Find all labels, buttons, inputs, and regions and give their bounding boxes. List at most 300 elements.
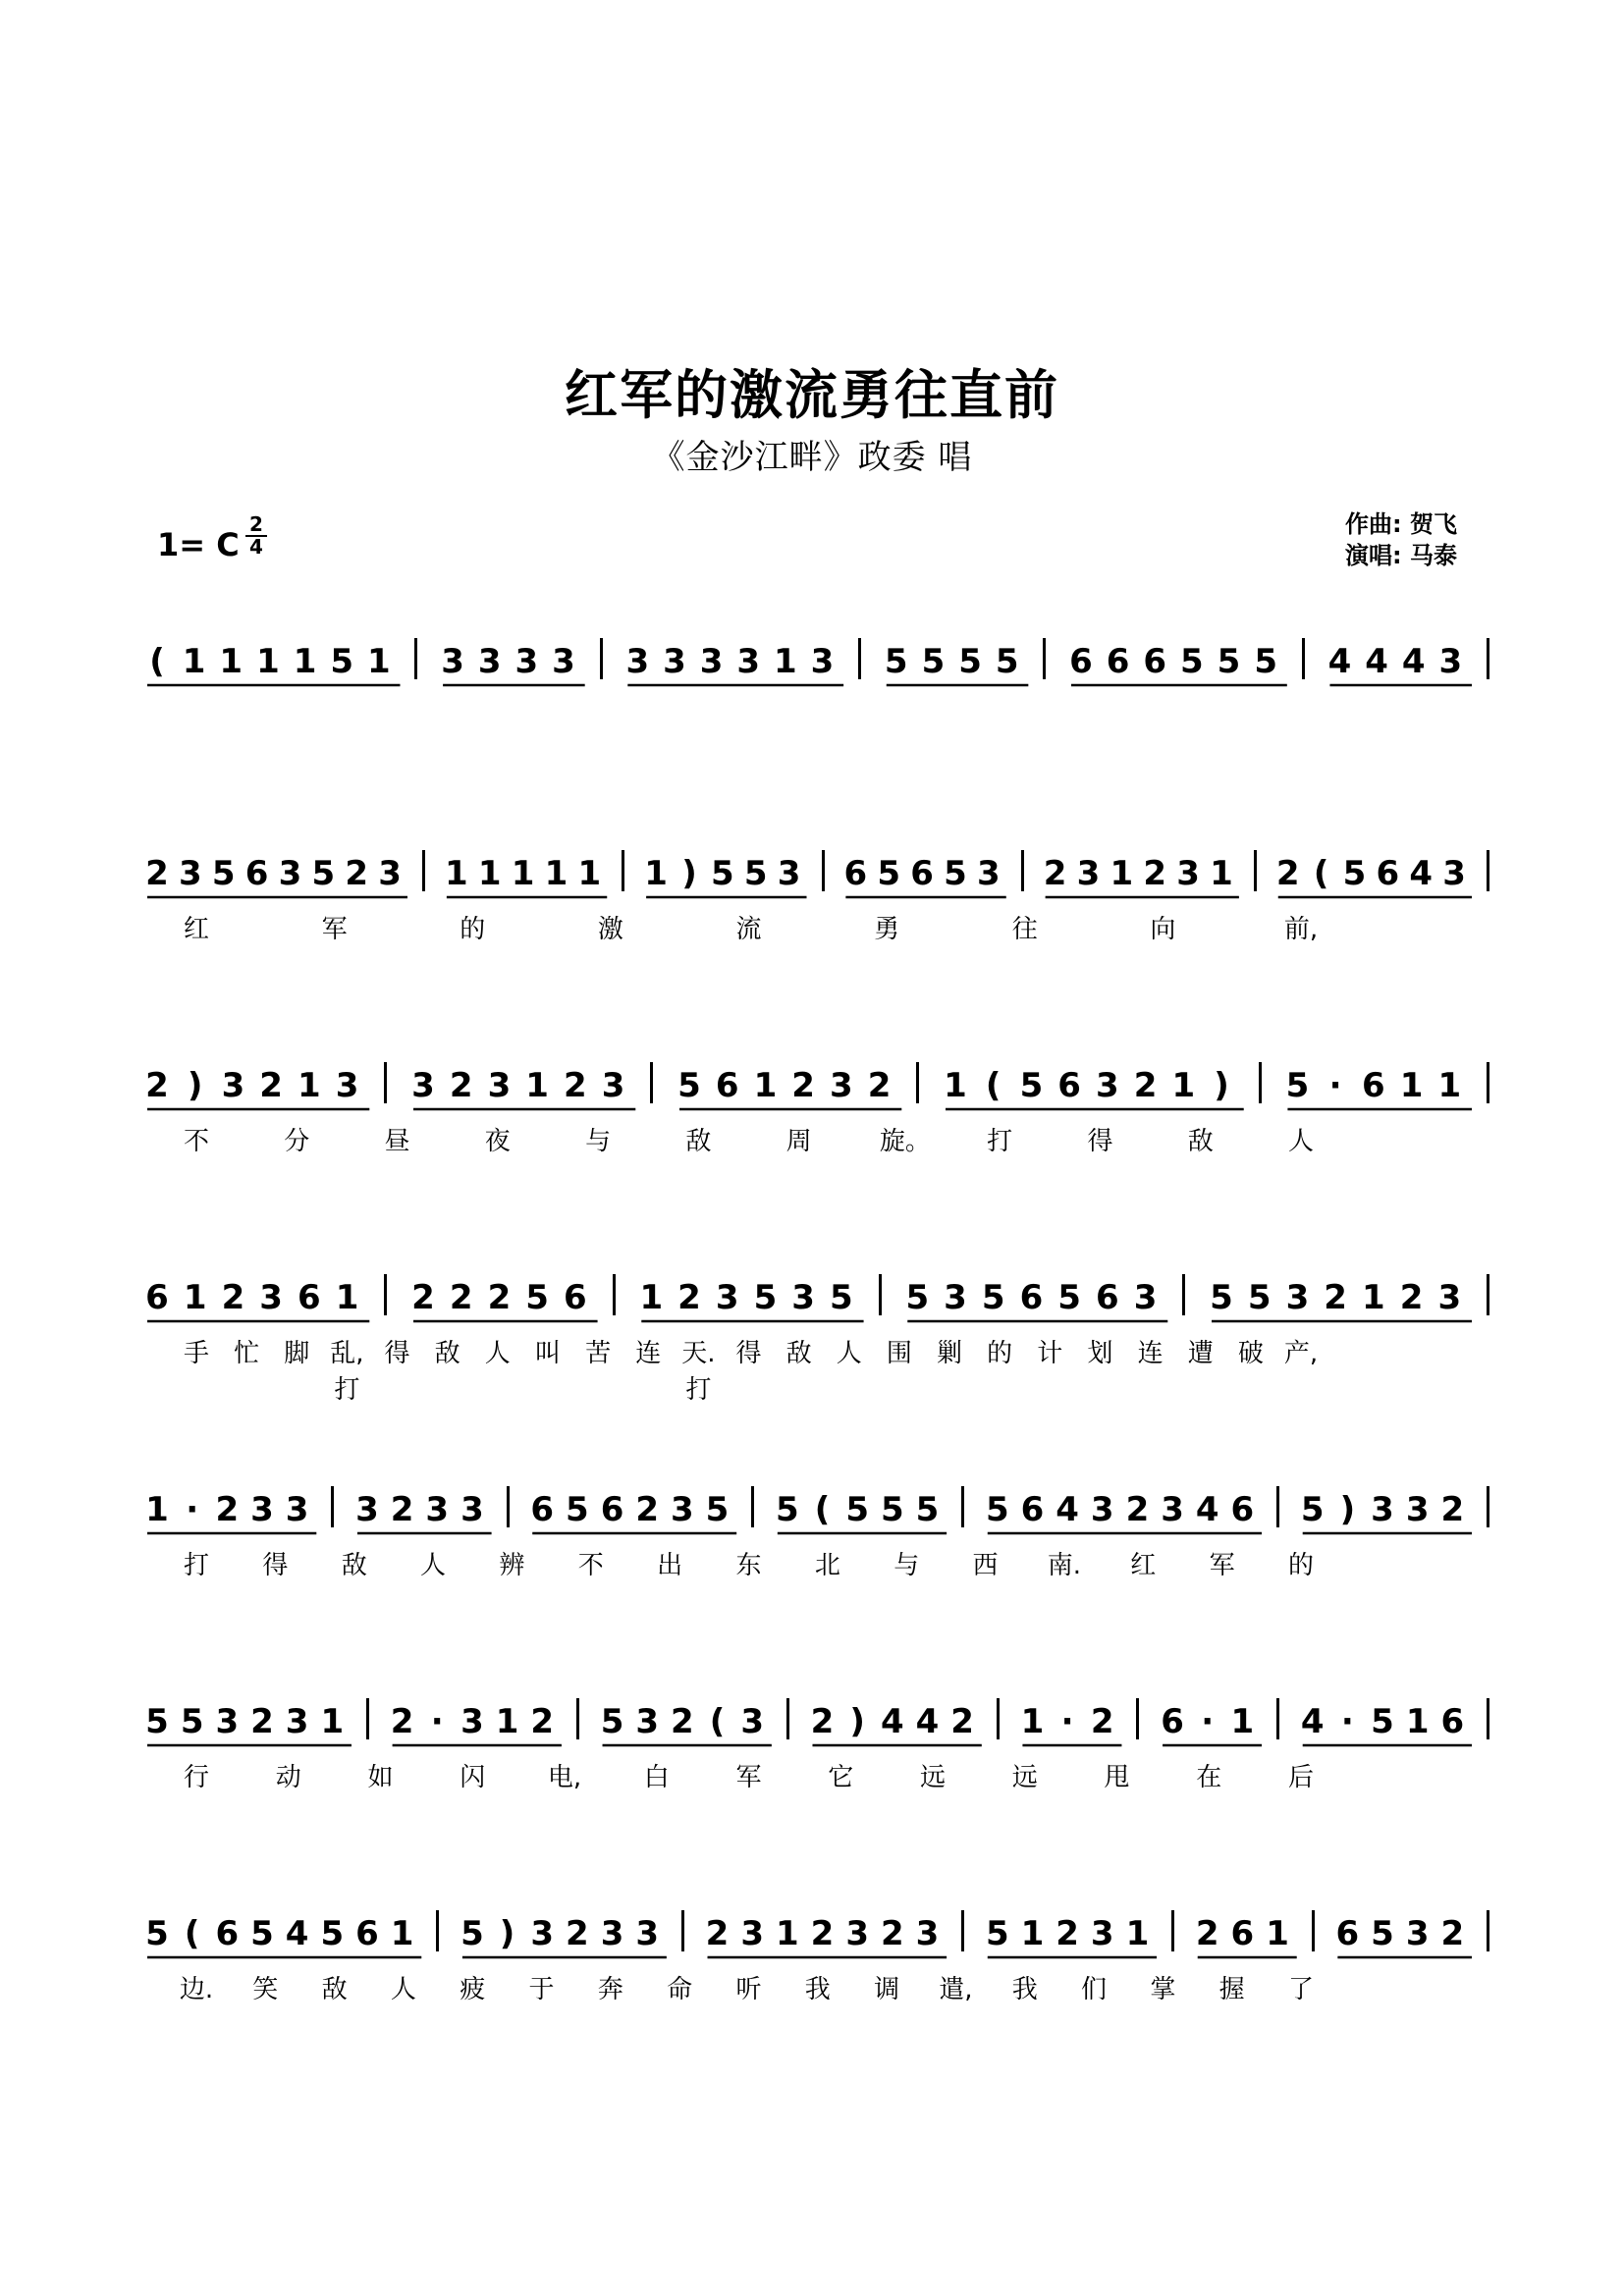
score-note: 1 [335, 1278, 359, 1317]
score-note: 2 [1440, 1914, 1465, 1953]
score-note: 3 [1161, 1490, 1184, 1529]
score-note: 3 [259, 1278, 283, 1317]
lyric-word: 敌 [1187, 1127, 1214, 1156]
lyric-word: 前, [1283, 915, 1319, 944]
lyric-word: 勇 [874, 915, 900, 944]
barline [1021, 850, 1024, 891]
score-note: 5 [1371, 1914, 1394, 1953]
barline [1487, 1698, 1489, 1739]
barline [916, 1062, 919, 1103]
lyric-word: 远 [1011, 1763, 1038, 1792]
score-note: 3 [740, 1702, 764, 1741]
score-note: 5 [944, 854, 967, 893]
lyric-word: 不 [577, 1551, 604, 1580]
score-note: 2 [950, 1702, 974, 1741]
lyric-word: 南. [1047, 1551, 1082, 1580]
score-note: 6 [1362, 1066, 1385, 1105]
score-note: 3 [1437, 1278, 1462, 1317]
lyric-word: 军 [1209, 1551, 1235, 1580]
lyric-word: 周 [785, 1127, 812, 1156]
score-note: 1 [320, 1702, 345, 1741]
score-note: 2 [530, 1702, 555, 1741]
lyric-word: 的 [460, 915, 486, 944]
score-note: 4 [1300, 1702, 1325, 1741]
score-note: 3 [1405, 1490, 1430, 1529]
lyric-word: 红 [1130, 1551, 1157, 1580]
score-note: 5 [958, 642, 982, 681]
lyric-word: 电, [547, 1763, 582, 1792]
score-note: 6 [1230, 1914, 1255, 1953]
lyric-word: 划 [1087, 1339, 1113, 1368]
score-note: 1 [1437, 1066, 1462, 1105]
lyric-word: 连 [1137, 1339, 1164, 1368]
score-note: 2 [1043, 854, 1067, 893]
score-note: 3 [1176, 854, 1200, 893]
score-note: 3 [460, 1702, 484, 1741]
score-note: 3 [378, 854, 402, 893]
lyric-word: 军 [735, 1763, 762, 1792]
lyric-word: 夜 [484, 1127, 511, 1156]
score-note: 2 [671, 1702, 694, 1741]
barline [1487, 1486, 1489, 1527]
score-note: 3 [250, 1490, 274, 1529]
score-note: 1 [577, 854, 602, 893]
score-note: 2 [411, 1278, 435, 1317]
score-note: 4 [285, 1914, 309, 1953]
barline [576, 1698, 579, 1739]
lyric-word: 计 [1037, 1339, 1063, 1368]
score-note: 6 [1335, 1914, 1360, 1953]
score-note: 1 [1362, 1278, 1385, 1317]
score-note: 5 [905, 1278, 930, 1317]
score-note: 3 [335, 1066, 359, 1105]
score-note: 1 [1405, 1702, 1430, 1741]
score-note: 5 [1300, 1490, 1325, 1529]
lyric-word: 红 [183, 915, 209, 944]
score-note: 1 [525, 1066, 549, 1105]
score-note: 2 [880, 1914, 904, 1953]
score-note: ) [499, 1914, 515, 1953]
score-note: 1 [1266, 1914, 1289, 1953]
barline [1302, 638, 1305, 679]
score-note: 4 [1401, 642, 1426, 681]
score-note: 3 [699, 642, 724, 681]
score-note: 5 [320, 1914, 345, 1953]
score-note: 2 [1133, 1066, 1158, 1105]
score-note: 2 [810, 1702, 835, 1741]
score-note: ) [1214, 1066, 1229, 1105]
score-note: ( [814, 1490, 831, 1529]
lyric-word: 与 [585, 1127, 612, 1156]
score-note: 5 [880, 1490, 904, 1529]
lyric-word: 我 [804, 1975, 831, 2004]
lyric-word: 敌 [434, 1339, 460, 1368]
score-note: 1 [639, 1278, 664, 1317]
score-note: ( [1313, 854, 1329, 893]
lyric-word: 军 [321, 915, 348, 944]
barline [1487, 1274, 1489, 1315]
score-note: 2 [345, 854, 369, 893]
lyric-word: 后 [1287, 1763, 1314, 1792]
lyric-word: 打 [183, 1551, 209, 1580]
score-note: 3 [944, 1278, 967, 1317]
score-note: ( [985, 1066, 1001, 1105]
score-note: 1 [544, 854, 568, 893]
score-note: 3 [791, 1278, 815, 1317]
barline [997, 1698, 1000, 1739]
lyric-word: 苦 [585, 1339, 612, 1368]
score-note: 5 [145, 1702, 169, 1741]
barline [600, 638, 603, 679]
page-title: 红军的激流勇往直前 [565, 364, 1059, 426]
score-note: 5 [985, 1490, 1009, 1529]
score-note: 2 [145, 1066, 169, 1105]
score-note: 5 [1057, 1278, 1081, 1317]
lyric-word: 得 [262, 1551, 289, 1580]
score-note: 3 [663, 642, 686, 681]
score-note: 6 [564, 1278, 587, 1317]
score-note: 6 [355, 1914, 379, 1953]
score-note: 3 [1090, 1914, 1114, 1953]
score-note: 2 [705, 1914, 730, 1953]
barline [422, 850, 425, 891]
lyric-word: 叫 [534, 1339, 561, 1368]
score-note: 2 [1399, 1278, 1424, 1317]
barline [436, 1910, 439, 1951]
lyric-word: 于 [528, 1975, 555, 2004]
score-note: 3 [411, 1066, 435, 1105]
barline [1487, 1910, 1489, 1951]
lyric-word: 产, [1283, 1339, 1319, 1368]
score-note: 6 [600, 1490, 624, 1529]
score-note: 5 [877, 854, 901, 893]
lyric-word: 忙 [234, 1339, 260, 1368]
score-note: 6 [530, 1490, 555, 1529]
barline [622, 850, 624, 891]
barline [961, 1910, 964, 1951]
score-note: 1 [1210, 854, 1233, 893]
score-note: 2 [1195, 1914, 1219, 1953]
lyric-word: 脚 [284, 1339, 310, 1368]
lyric-word: 远 [919, 1763, 946, 1792]
score-note: 6 [1440, 1702, 1465, 1741]
score-note: 3 [477, 642, 502, 681]
lyric-word: 流 [735, 915, 762, 944]
score-note: 3 [736, 642, 761, 681]
score-note: 5 [250, 1914, 274, 1953]
score-note: 2 [566, 1914, 589, 1953]
score-note: ( [709, 1702, 726, 1741]
lyric-word: 与 [893, 1551, 920, 1580]
lyric-word: 得 [735, 1339, 762, 1368]
score-note: 3 [600, 1914, 624, 1953]
score-note: 3 [1371, 1490, 1394, 1529]
score-note: 1 [145, 1490, 169, 1529]
score-note: · [1328, 1066, 1342, 1105]
lyric-word: 白 [643, 1763, 670, 1792]
score-note: 5 [743, 854, 768, 893]
score-note: 3 [221, 1066, 245, 1105]
lyric-word: 它 [828, 1763, 854, 1792]
lyric-word: 辨 [499, 1551, 525, 1580]
score-note: 1 [293, 642, 317, 681]
barline [650, 1062, 653, 1103]
lyric-word: 不 [183, 1127, 209, 1156]
score-note: 3 [601, 1066, 625, 1105]
score-note: 5 [525, 1278, 549, 1317]
score-note: 5 [915, 1490, 940, 1529]
score-note: 1 [1399, 1066, 1424, 1105]
score-note: 5 [753, 1278, 778, 1317]
score-note: 6 [1230, 1490, 1255, 1529]
score-note: 2 [221, 1278, 245, 1317]
score-note: 6 [215, 1914, 240, 1953]
barline [1487, 850, 1489, 891]
barline [1136, 1698, 1139, 1739]
lyric-word: 调 [874, 1975, 900, 2004]
score-note: 3 [460, 1490, 484, 1529]
barline [1259, 1062, 1262, 1103]
score-note: 5 [145, 1914, 169, 1953]
barline [507, 1486, 510, 1527]
score-note: 1 [1230, 1702, 1255, 1741]
barline [786, 1698, 789, 1739]
lyric-word: 昼 [384, 1127, 410, 1156]
score-note: 5 [981, 1278, 1005, 1317]
singer-credit: 演唱: 马泰 [1345, 542, 1457, 569]
lyric-word: 西 [972, 1551, 999, 1580]
score-note: 2 [1143, 854, 1167, 893]
score-note: 5 [180, 1702, 204, 1741]
score-note: 5 [1217, 642, 1241, 681]
score-note: 3 [1090, 1490, 1114, 1529]
score-note: 6 [244, 854, 269, 893]
time-signature [245, 514, 267, 558]
barline [613, 1274, 616, 1315]
barline [1276, 1486, 1279, 1527]
lyric-word: 边. [179, 1975, 214, 2004]
score-note: 3 [1285, 1278, 1310, 1317]
score-note: 1 [183, 1278, 207, 1317]
score-note: 5 [921, 642, 946, 681]
barline [1254, 850, 1257, 891]
score-note: 1 [390, 1914, 414, 1953]
score-note: 5 [460, 1914, 484, 1953]
score-note: 5 [884, 642, 908, 681]
score-note: 1 [182, 642, 206, 681]
score-note: 5 [995, 642, 1019, 681]
lyric-word: 得 [1087, 1127, 1113, 1156]
lyric-word: 奔 [597, 1975, 623, 2004]
score-note: 3 [355, 1490, 379, 1529]
score-note: 4 [1056, 1490, 1079, 1529]
score-note: · [1340, 1702, 1354, 1741]
score-note: 4 [1327, 642, 1352, 681]
score-note: 3 [514, 642, 539, 681]
score-note: · [1201, 1702, 1215, 1741]
score-note: 6 [1376, 854, 1400, 893]
score-note: 1 [944, 1066, 967, 1105]
lyric-word: 往 [1011, 915, 1038, 944]
score-note: 3 [1442, 854, 1466, 893]
score-note: 2 [564, 1066, 587, 1105]
barline [822, 850, 825, 891]
score-note: 6 [1106, 642, 1130, 681]
score-note: 6 [1057, 1066, 1081, 1105]
lyric-word: 人 [390, 1975, 416, 2004]
score-note: 3 [845, 1914, 869, 1953]
score-note: 3 [1096, 1066, 1119, 1105]
barline [331, 1486, 334, 1527]
barline [366, 1698, 369, 1739]
score-note: 1 [1125, 1914, 1150, 1953]
score-note: 5 [211, 854, 236, 893]
score-note: 3 [830, 1066, 853, 1105]
score-note: 1 [477, 854, 502, 893]
score-note: 2 [449, 1278, 473, 1317]
score-note: 1 [775, 1914, 799, 1953]
lyric-word: 疲 [460, 1975, 486, 2004]
score-note: 3 [635, 1914, 660, 1953]
barline [879, 1274, 882, 1315]
lyric-word: 行 [183, 1763, 209, 1792]
score-note: 3 [179, 854, 202, 893]
score-note: 4 [880, 1702, 904, 1741]
score-note: 1 [1020, 1914, 1045, 1953]
lyric-word: 动 [275, 1763, 301, 1792]
score-note: 3 [977, 854, 1001, 893]
score-note: ) [849, 1702, 865, 1741]
score-note: · [430, 1702, 444, 1741]
barline [681, 1910, 684, 1951]
score-note: ) [187, 1066, 203, 1105]
lyric-word: 手 [183, 1339, 209, 1368]
score-note: 3 [1405, 1914, 1430, 1953]
score-note: 3 [1133, 1278, 1158, 1317]
lyric-word: 东 [735, 1551, 762, 1580]
barline [961, 1486, 964, 1527]
score-note: 2 [145, 854, 169, 893]
score-note: ( [149, 642, 165, 681]
lyric-word: 敌 [341, 1551, 367, 1580]
score-note: 3 [635, 1702, 660, 1741]
score-note: 2 [1440, 1490, 1465, 1529]
score-note: 6 [1020, 1490, 1045, 1529]
lyric-word: 人 [1287, 1127, 1314, 1156]
score-note: 2 [810, 1914, 835, 1953]
score-note: 3 [740, 1914, 764, 1953]
lyric-word: 握 [1218, 1975, 1245, 2004]
score-note: 2 [1056, 1914, 1079, 1953]
score-note: 1 [1171, 1066, 1196, 1105]
score-note: 5 [1247, 1278, 1272, 1317]
lyric-word: 听 [735, 1975, 762, 2004]
score-note: 2 [791, 1066, 815, 1105]
lyric-word: 向 [1150, 915, 1176, 944]
lyric-word: 敌 [785, 1339, 812, 1368]
score-note: 6 [1143, 642, 1167, 681]
score-note: 6 [145, 1278, 169, 1317]
lyric-word: 分 [284, 1127, 310, 1156]
score-note: 3 [425, 1490, 450, 1529]
score-note: 5 [1342, 854, 1367, 893]
page-subtitle: 《金沙江畔》政委 唱 [651, 438, 973, 477]
lyric-word: 闪 [460, 1763, 486, 1792]
score-note: 2 [1324, 1278, 1347, 1317]
score-note: 4 [1195, 1490, 1219, 1529]
lyric-word: 我 [1011, 1975, 1038, 2004]
lyric-word: 旋。 [879, 1127, 931, 1156]
score-note: 3 [552, 642, 575, 681]
score-note: 3 [215, 1702, 240, 1741]
score-note: 6 [1019, 1278, 1044, 1317]
score-note: 2 [449, 1066, 473, 1105]
score-note: 5 [1371, 1702, 1394, 1741]
time-signature-top: 2 [249, 512, 263, 536]
barline [751, 1486, 754, 1527]
barline [1182, 1274, 1185, 1315]
score-note: 3 [777, 854, 801, 893]
lyric-word: 笑 [252, 1975, 279, 2004]
barline [1276, 1698, 1279, 1739]
score-note: 6 [1161, 1702, 1184, 1741]
lyric-word: 敌 [685, 1127, 712, 1156]
score-note: 2 [259, 1066, 283, 1105]
score-note: 5 [830, 1278, 853, 1317]
score-note: 1 [219, 642, 244, 681]
lyric-word: 人 [836, 1339, 862, 1368]
score-note: 2 [867, 1066, 892, 1105]
score-note: 6 [715, 1066, 739, 1105]
score-note: 1 [511, 854, 535, 893]
score-note: 3 [1438, 642, 1463, 681]
score-note: 4 [1365, 642, 1388, 681]
barline [858, 638, 861, 679]
lyric-word: 破 [1237, 1339, 1264, 1368]
lyric-word: 在 [1196, 1763, 1222, 1792]
lyric-word: 遭 [1187, 1339, 1214, 1368]
score-note: 2 [390, 1490, 414, 1529]
score-note: ( [184, 1914, 200, 1953]
barline [414, 638, 417, 679]
lyric-word: 北 [814, 1551, 840, 1580]
lyric-word: 遣, [939, 1975, 973, 2004]
score-note: 5 [311, 854, 336, 893]
score-note: 3 [715, 1278, 739, 1317]
lyric-word: 敌 [321, 1975, 348, 2004]
lyric-word: 如 [367, 1763, 394, 1792]
lyric-word: 乱,打 [330, 1339, 364, 1405]
lyric-word: 围 [886, 1339, 912, 1368]
score-note: 5 [1180, 642, 1204, 681]
score-note: 5 [330, 642, 354, 681]
score-note: 6 [910, 854, 934, 893]
score-note: 1 [256, 642, 280, 681]
lyric-word: 们 [1081, 1975, 1108, 2004]
score-note: 1 [366, 642, 391, 681]
lyric-word: 了 [1287, 1975, 1314, 2004]
lyric-word: 出 [657, 1551, 683, 1580]
barline [384, 1274, 387, 1315]
score-note: 3 [278, 854, 302, 893]
score-note: 1 [644, 854, 668, 893]
lyric-word: 人 [484, 1339, 511, 1368]
barline [1487, 638, 1489, 679]
score-note: 3 [671, 1490, 694, 1529]
score-note: 1 [753, 1066, 778, 1105]
score-note: 3 [285, 1702, 309, 1741]
score-note: 5 [705, 1490, 730, 1529]
